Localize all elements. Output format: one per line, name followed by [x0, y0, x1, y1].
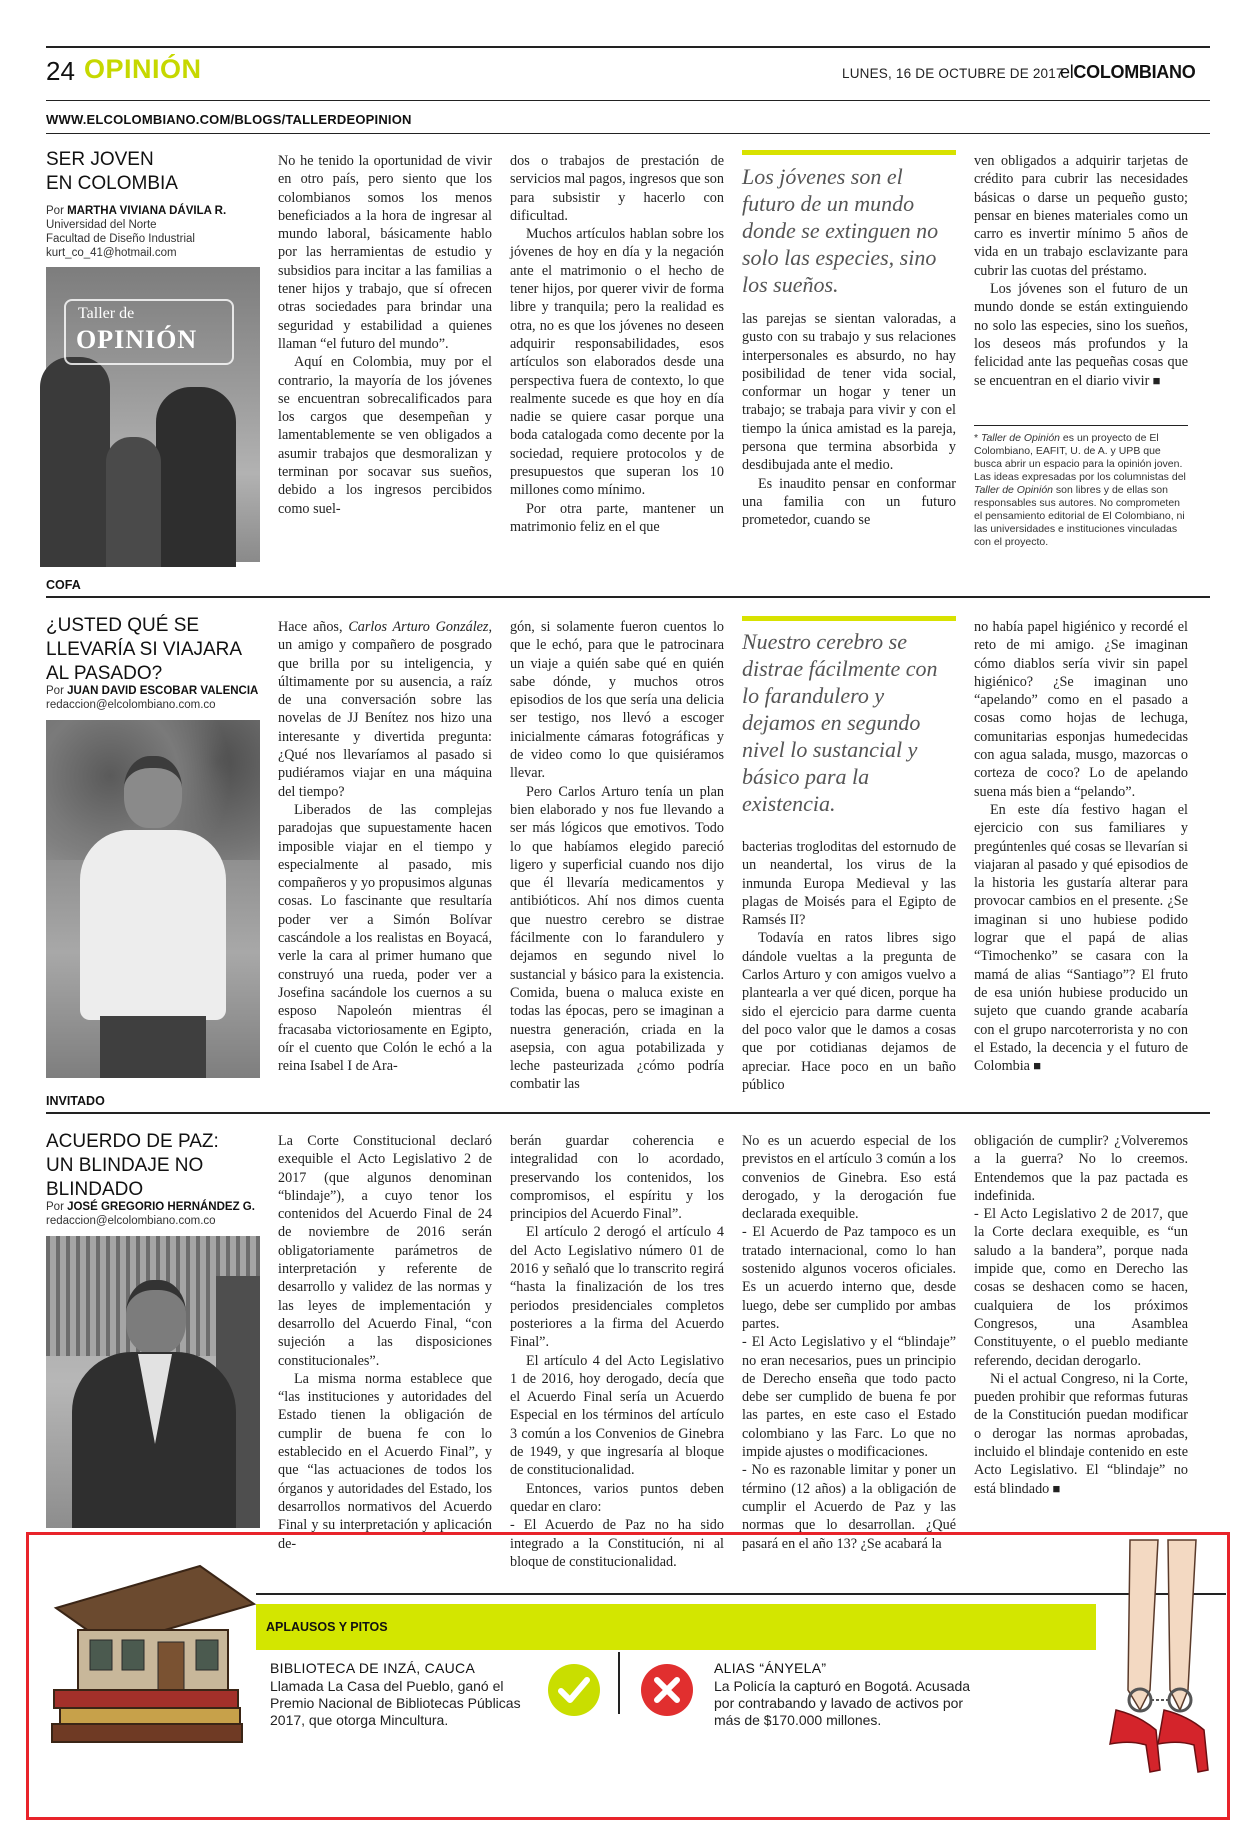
paragraph: La Corte Constitucional declaró exequible el Acto Legislativo 2 de 2017 (que algunos denominan “blindaje”), a cuyo tenor los contenidos del Acuerdo Final de 24 de noviembre de 2016 serán obligatoriamente parámetros de interpretación y referente de desarrollo y validez de las normas y las leyes de implementación y desarrollo del Acuerdo Final, “con sujeción a las disposiciones constitucionales”. — [278, 1133, 492, 1369]
article3-column2 — [510, 1132, 724, 1570]
intro-name: Carlos Arturo González — [348, 619, 489, 635]
article2-title-line2: LLEVARÍA SI VIAJARA — [46, 639, 243, 660]
item1-text: Llamada La Casa del Pueblo, ganó el Premio Nacional de Bibliotecas Públicas 2017, que otorga Mincultura. — [270, 1678, 521, 1728]
article1-column4 — [974, 152, 1188, 418]
paragraph: - El Acto Legislativo 2 de 2017, que la Corte declara exequible, es “un saludo a la bandera”, porque nada impide que, como en Derecho las cosas se deshacen como se hacen, cualquiera de los próximos Congresos, una Asamblea Constituyente, o el pueblo mediante referendo, decidan derogarlo. — [974, 1206, 1188, 1369]
paragraph: El artículo 4 del Acto Legislativo 1 de 2016, hoy derogado, decía que el Acuerdo Final sería un Acuerdo Especial en los términos del artículo 3 común a los Convenios de Ginebra de 1949, y que ingresaría al bloque de constitucionalidad. — [510, 1352, 724, 1479]
library-window — [196, 1640, 218, 1670]
byline-prefix: Por — [46, 1201, 68, 1213]
heels-illustration — [1100, 1540, 1226, 1800]
paragraph: Muchos artículos hablan sobre los jóvenes de hoy en día y la negación ante el matrimonio o el hecho de tener hijos, por querer vivir de forma libre y tranquila; pero la realidad es otra, no es que los jóvenes no deseen adquirir responsabilidades, esos artículos son elaborados desde una perspectiva fuera de contexto, lo que realmente sucede es que hoy en día nadie se quiere casar porque una boda catalogada como decente por la sociedad, requiere protocolos y de presupuestos que superan los 10 millones como mínimo. — [510, 226, 724, 499]
blog-url[interactable]: WWW.ELCOLOMBIANO.COM/BLOGS/TALLERDEOPINION — [46, 112, 412, 127]
paragraph: En este día festivo hagan el ejercicio con sus familiares y pregúntenles qué cosas se llevarían si viajaran al pasado y qué episodios de la historia les gustaría alterar para provocar cambios en el presente. ¿Se imaginan si uno hubiese podido lograr que el papá de alias “Timochenko” se casara con la mamá de alias “Santiago”? El fruto de esa unión hubiese producido un sujeto que cuando grande acabaría con el grupo narcoterrorista y no con el Estado, la decencia y el futuro de Colombia ■ — [974, 801, 1188, 1075]
note-rule — [974, 425, 1188, 426]
author-portrait-photo — [46, 1236, 260, 1528]
item2-title: ALIAS “ÁNYELA” — [714, 1660, 827, 1676]
article2-pull-quote: Nuestro cerebro se distrae fácilmente con lo farandulero y dejamos en segundo nivel lo sustancial y básico para la existencia. — [742, 629, 938, 816]
article2-title — [46, 614, 276, 686]
photo-caption-small: Taller de — [78, 305, 135, 322]
note-prefix: * — [974, 432, 982, 444]
paragraph: bacterias trogloditas del estornudo de un neandertal, los virus de la inmunda Europa Medieval y las plagas de Moisés para el Egipto de Ramsés II? — [742, 839, 956, 929]
section-title: OPINIÓN — [84, 54, 202, 84]
article2-column2 — [510, 618, 724, 1093]
portrait-head — [124, 756, 182, 828]
paragraph: - No es razonable limitar y poner un término (12 años) a la obligación de cumplir el Acuerdo de Paz y las normas que lo desarrollan. ¿Qué pasará en el año 13? ¿Se acabará la — [742, 1462, 956, 1552]
photo-figure-mid — [106, 437, 161, 567]
article3-column3 — [742, 1132, 956, 1552]
article2-column4 — [974, 618, 1188, 1083]
url-rule — [46, 133, 1210, 134]
article2-column3 — [742, 838, 956, 1093]
masthead-name: COLOMBIANO — [1073, 62, 1196, 82]
byline-prefix: Por — [46, 205, 68, 217]
paragraph: gón, si solamente fueron cuentos lo que le echó, para que le patrocinara un viaje a quién sabe qué en quién sabe dónde, y muchos otros episodios de los que sería una delicia ser testigo, nos llevó a escoger inicialmente cámaras fotográficas y de video como lo que quisiéramos llevar. — [510, 619, 724, 782]
article1-title — [46, 148, 276, 196]
author-name: JOSÉ GREGORIO HERNÁNDEZ G. — [67, 1201, 255, 1213]
article1-pull-quote: Los jóvenes son el futuro de un mundo donde se extinguen no solo las especies, sino los sueños. — [742, 164, 939, 297]
paragraph: No he tenido la oportunidad de vivir en otro país, pero siento que los colombianos somos los menos beneficiados a la hora de ingresar al mundo laboral, básicamente hablo por las herramientas de estudio y subsidios para incitar a las familias a tener hijos y trabajo, que sí ofrecen otras sociedades para brindar una seguridad y estabilidad a quienes llaman “el futuro del mundo”. — [278, 153, 492, 352]
item1-title: BIBLIOTECA DE INZÁ, CAUCA — [270, 1660, 476, 1676]
paragraph: - El Acto Legislativo y el “blindaje” no eran necesarios, pues un principio de Derecho enseña que todo pacto debe ser cumplido de buena fe por las partes, en este caso el Estado colombiano y las Farc. Lo que no impide ajustes o modificaciones. — [742, 1334, 956, 1461]
paragraph: Es inaudito pensar en conformar una familia con un futuro prometedor, cuando se — [742, 475, 956, 529]
author-email[interactable]: kurt_co_41@hotmail.com — [46, 247, 177, 259]
paragraph: dos o trabajos de prestación de servicios mal pagos, ingresos que son para subsistir y hacerlo con dificultad. — [510, 153, 724, 224]
paragraph: Los jóvenes son el futuro de un mundo donde se están extinguiendo no solo las especies, sino los sueños, los deseos más profundos y la felicidad ante las pequeñas cosas que se encuentran en el diario vivir ■ — [974, 280, 1188, 390]
note-italic: Taller de Opinión — [974, 484, 1053, 496]
paragraph: berán guardar coherencia e integralidad con lo acordado, preservando los contenidos, los compromisos, el espíritu y los principios del Acuerdo Final”. — [510, 1133, 724, 1223]
article3-title-line3: BLINDADO — [46, 1179, 144, 1200]
article1-title-line2: EN COLOMBIA — [46, 173, 178, 194]
photo-figure-left — [40, 357, 110, 567]
note-text: es un proyecto de El Colombiano, EAFIT, U. de A. y UPB que busca abrir un espacio para la opinión joven. Las ideas expresadas por los columnistas del — [974, 432, 1186, 483]
paragraph: Por otra parte, mantener un matrimonio feliz en el que — [510, 500, 724, 535]
note-italic: Taller de Opinión — [981, 432, 1061, 444]
article3-byline — [46, 1200, 286, 1228]
article2-tag: INVITADO — [46, 1094, 105, 1108]
article3-title-line1: ACUERDO DE PAZ: — [46, 1131, 219, 1152]
article1-column3 — [742, 310, 956, 566]
article1-column1 — [278, 152, 492, 566]
paragraph: La misma norma establece que “las instituciones y autoridades del Estado tienen la obligación de cumplir de buena fe con lo establecido en el Acuerdo Final”, y que “las actuaciones de todos los órganos y autoridades del Estado, los desarrollos normativos del Acuerdo Final y su interpretación y aplicación de- — [278, 1370, 492, 1552]
paragraph: No es un acuerdo especial de los previstos en el artículo 3 común a los convenios de Ginebra. Eso está derogado, y la derogación fue declarada exequible. — [742, 1133, 956, 1223]
article1-title-line1: SER JOVEN — [46, 149, 154, 170]
paragraph: Ni el actual Congreso, ni la Corte, pueden prohibir que reformas futuras de la Constitución puedan modificar o derogar las normas aprobadas, incluido el blindaje contenido en este Acto Legislativo. El “blindaje” no está blindado ■ — [974, 1370, 1188, 1498]
article3-title-line2: UN BLINDAJE NO — [46, 1155, 204, 1176]
author-name: JUAN DAVID ESCOBAR VALENCIA — [67, 685, 259, 697]
x-icon — [640, 1663, 694, 1717]
portrait-shirt — [80, 830, 226, 1020]
paragraph: Pero Carlos Arturo tenía un plan bien elaborado y nos fue llevando a ser más lógicos que emotivos. Todo lo que habíamos elegido pareció ligero y superficial cuando nos dijo que él llevaría medicamentos y antibióticos. Ahí nos dimos cuenta que nuestro cerebro se distrae fácilmente con lo farandulero y dejamos en segundo nivel lo sustancial y básico para la existencia. Comida, buena o maluca existe en todas las épocas, pero se imaginan a nuestra generación, criada en la asepsia, con agua potabilizada y leche pasteurizada ¿cómo podría combatir las — [510, 783, 724, 1093]
article3-title — [46, 1130, 276, 1202]
author-email[interactable]: redaccion@elcolombiano.com.co — [46, 1215, 216, 1227]
section-divider — [46, 1112, 1210, 1114]
intro-text: Hace años, — [278, 619, 349, 635]
red-shoe-right — [1158, 1710, 1208, 1772]
editorial-note — [974, 432, 1188, 549]
author-faculty: Facultad de Diseño Industrial — [46, 233, 195, 245]
paragraph: - El Acuerdo de Paz tampoco es un tratado internacional, como lo han sostenido algunos voceros oficiales. Es un acuerdo interno que, desde luego, debe ser cumplido por ambas partes. — [742, 1224, 956, 1332]
author-affiliation: Universidad del Norte — [46, 219, 157, 231]
check-icon — [547, 1663, 601, 1717]
aplausos-label: APLAUSOS Y PITOS — [266, 1620, 388, 1634]
paragraph: Liberados de las complejas paradojas que supuestamente hacen imposible viajar en el tiempo y especialmente al pasado, mis compañeros y yo propusimos algunas cosas. Lo fascinante que resultaría poder ver a Simón Bolívar cascándole a los realistas en Boyacá, verle la cara al primer humano que construyó una rueda, poder ver a Josefina sacándole los cuernos a su esposo Napoleón mientras él fracasaba victoriosamente en Egipto, oír el cuento que Colón le echó a la reina Isabel I de Ara- — [278, 801, 492, 1075]
article2-title-line3: AL PASADO? — [46, 663, 163, 684]
pull-quote-bar — [742, 616, 956, 621]
article2-byline — [46, 684, 286, 712]
leg-right — [1168, 1540, 1196, 1710]
header-rule — [46, 100, 1210, 101]
masthead — [1060, 62, 1195, 83]
library-illustration — [50, 1560, 260, 1746]
article1-byline — [46, 204, 286, 260]
page-number: 24 — [46, 56, 75, 86]
paragraph: Aquí en Colombia, muy por el contrario, la mayoría de los jóvenes se encuentran sobrecalificados para los cargos que desempeñan y lamentablemente se ven obligados a asumir trabajos que desmoralizan y terminan por socavar sus sueños, debido a los ingresos percibidos como suel- — [278, 354, 492, 517]
paragraph: El artículo 2 derogó el artículo 4 del Acto Legislativo número 01 de 2016 y señaló que lo transcrito regirá “hasta la finalización de los tres periodos presidenciales completos posteriores a la firma del Acuerdo Final”. — [510, 1224, 724, 1351]
red-shoe-left — [1110, 1710, 1160, 1772]
article3-column1 — [278, 1132, 492, 1552]
leg-left — [1128, 1540, 1158, 1710]
article2-title-line1: ¿USTED QUÉ SE — [46, 615, 200, 636]
book — [54, 1690, 238, 1708]
author-portrait-photo — [46, 720, 260, 1078]
article1-column2 — [510, 152, 724, 566]
taller-opinion-photo — [46, 267, 260, 562]
portrait-head — [126, 1280, 186, 1354]
aplausos-rule — [256, 1593, 1226, 1595]
paragraph: - El Acuerdo de Paz no ha sido integrado a la Constitución, ni al bloque de constitucionalidad. — [510, 1517, 724, 1570]
article1-tag: COFA — [46, 578, 81, 592]
photo-figure-right — [156, 387, 236, 567]
book — [60, 1708, 240, 1724]
photo-caption-large: OPINIÓN — [76, 325, 198, 354]
library-window — [90, 1640, 112, 1670]
intro-text: , un amigo y compañero de posgrado que brilla por su inteligencia, y últimamente por su ausencia, a raíz de una conversación sobre las novelas de JJ Benítez nos hizo una interesante y divertida pregunta: ¿Qué nos llevaríamos al pasado si pudiéramos viajar en una máquina del tiempo? — [278, 619, 492, 800]
item2-text: La Policía la capturó en Bogotá. Acusada por contrabando y lavado de activos por más de $170.000 millones. — [714, 1678, 971, 1728]
paragraph — [278, 618, 492, 801]
paragraph: no había papel higiénico y recordé el reto de mi amigo. ¿Se imaginan cómo diablos sería vivir sin papel higiénico? ¿Se imaginan uno “apelando” como en el pasado a cosas como hojas de lechuga, comunitarias esponjas humedecidas con agua salada, musgo, mazorcas o corteza de coco? Lo de apelando suena más bien a “pelando”. — [974, 619, 1188, 800]
book — [52, 1724, 242, 1742]
library-door — [158, 1642, 184, 1690]
byline-prefix: Por — [46, 685, 68, 697]
pull-quote-bar — [742, 150, 956, 155]
masthead-prefix: el — [1060, 62, 1074, 82]
author-email[interactable]: redaccion@elcolombiano.com.co — [46, 699, 216, 711]
author-name: MARTHA VIVIANA DÁVILA R. — [67, 205, 227, 217]
paragraph: obligación de cumplir? ¿Volveremos a la guerra? No lo creemos. Entendemos que la paz pactada es indefinida. — [974, 1133, 1188, 1204]
portrait-trousers — [100, 1016, 206, 1078]
paragraph: las parejas se sientan valoradas, a gusto con su trabajo y sus relaciones interpersonales es absurdo, no hay posibilidad de tener vida social, conformar un hogar y tener un trabajo; se trabaja para vivir y con el tiempo la única amistad es la pareja, persona que termina absorbida y desdibujada ante el medio. — [742, 311, 956, 474]
article2-column1 — [278, 618, 492, 1083]
items-divider — [618, 1652, 620, 1714]
top-rule — [46, 46, 1210, 48]
issue-date: LUNES, 16 DE OCTUBRE DE 2017 — [842, 66, 1064, 81]
paragraph: Todavía en ratos libres sigo dándole vueltas a la pregunta de Carlos Arturo y con amigos vuelvo a plantearla a ver qué dicen, porque ha sido el ejercicio para darme cuenta del poco valor que le damos a cosas que por cotidianas dejamos de apreciar. Hace poco en un baño público — [742, 930, 956, 1093]
library-window — [122, 1640, 144, 1670]
paragraph: ven obligados a adquirir tarjetas de crédito para cubrir las necesidades básicas o darse un pequeño gusto; pensar en bienes materiales como un carro es invertir mínimo 5 años de vida en un trabajo esclavizante para cubrir las cuotas del préstamo. — [974, 153, 1188, 279]
section-divider — [46, 596, 1210, 598]
article3-column4 — [974, 1132, 1188, 1526]
note-text: son libres y de ellas son responsables sus autores. No comprometen el pensamiento editorial de El Colombiano, ni las universidades e instituciones vinculadas con el proyecto. — [974, 484, 1185, 548]
paragraph: Entonces, varios puntos deben quedar en claro: — [510, 1480, 724, 1515]
